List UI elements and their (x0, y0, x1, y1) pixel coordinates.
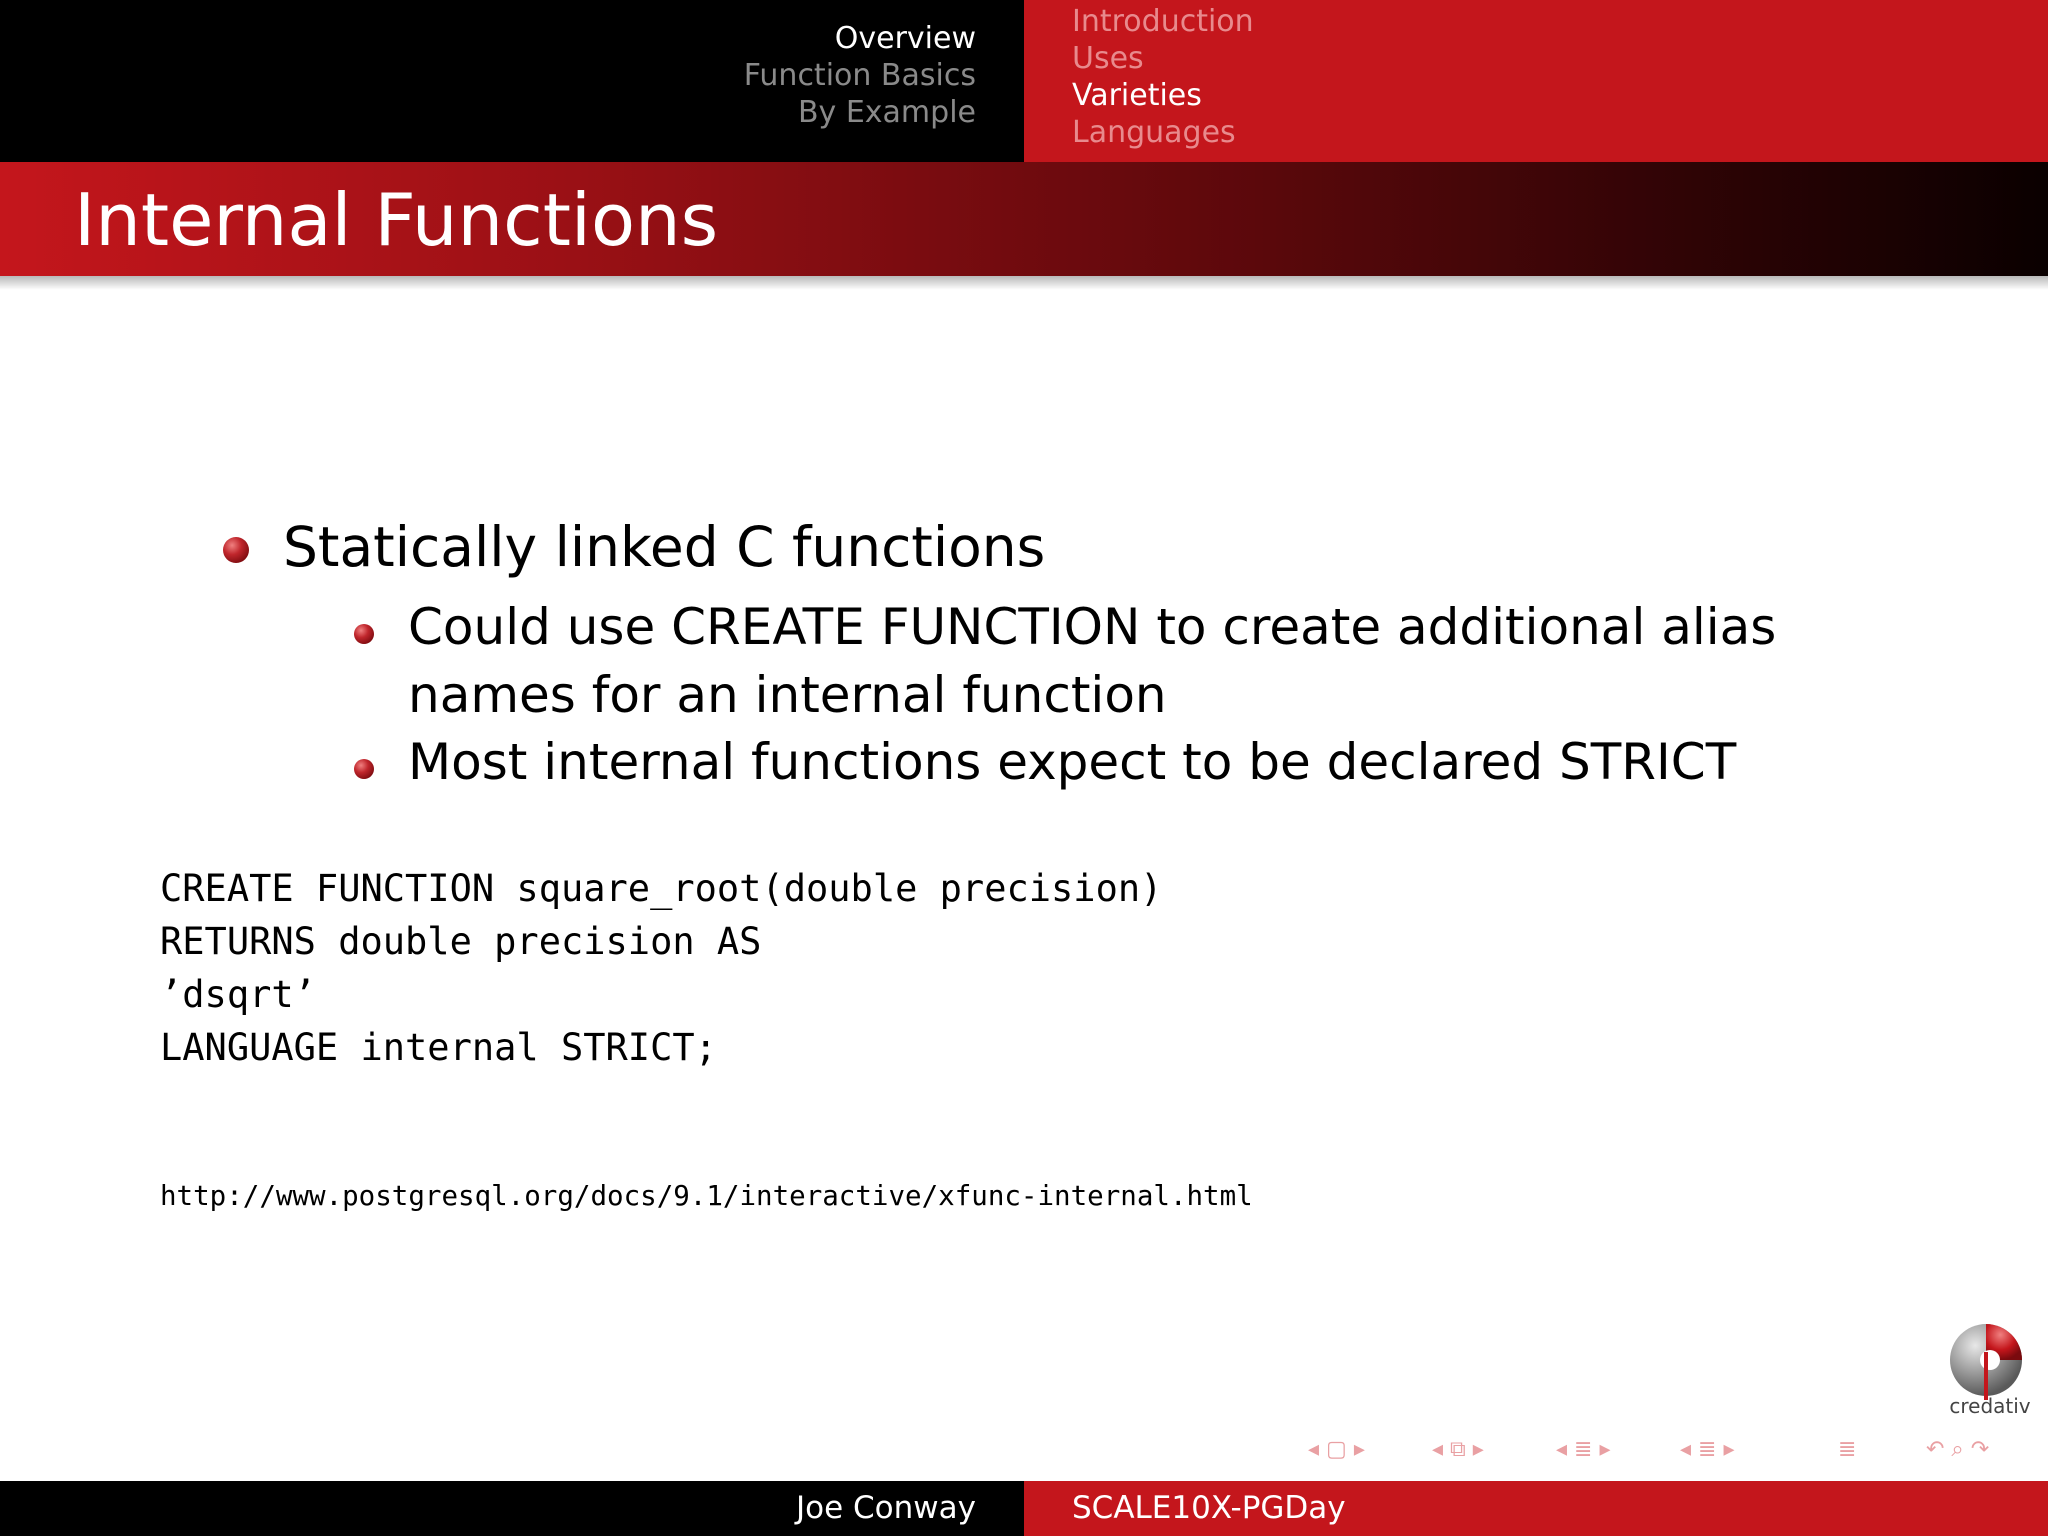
code-line-1: CREATE FUNCTION square_root(double precision) (160, 867, 1163, 910)
subbullet-alias-line2: names for an internal function (408, 666, 1167, 724)
footer-author-panel (0, 1481, 1024, 1536)
subsection-nav (1072, 3, 1254, 151)
nav-outline[interactable]: ≣ (1838, 1437, 1857, 1462)
section-nav (744, 20, 976, 131)
code-line-3: ’dsqrt’ (160, 973, 316, 1016)
subbullet-alias-line1: Could use CREATE FUNCTION to create additional alias (408, 598, 1777, 656)
subsection-uses[interactable]: Uses (1072, 41, 1144, 76)
section-function-basics[interactable]: Function Basics (743, 58, 976, 93)
subsection-varieties[interactable]: Varieties (1072, 78, 1202, 113)
nav-frame[interactable]: ◂ ⧉ ▸ (1432, 1437, 1484, 1462)
subbullet-ball-icon (354, 759, 374, 779)
header-subsections-panel (1024, 0, 2048, 162)
nav-section[interactable]: ◂ ≣ ▸ (1680, 1437, 1735, 1462)
header-sections-panel (0, 0, 1024, 162)
bullet-ball-icon (223, 537, 249, 563)
subbullet-ball-icon (354, 624, 374, 644)
nav-subsection[interactable]: ◂ ≣ ▸ (1556, 1437, 1611, 1462)
section-by-example[interactable]: By Example (797, 95, 976, 130)
reference-url: http://www.postgresql.org/docs/9.1/interactive/xfunc-internal.html (160, 1180, 1253, 1212)
code-line-2: RETURNS double precision AS (160, 920, 762, 963)
subbullet-strict: Most internal functions expect to be declared STRICT (408, 733, 1737, 791)
bullet-statically-linked: Statically linked C functions (283, 515, 1046, 579)
footer-event: SCALE10X-PGDay (1072, 1490, 1346, 1526)
subsection-introduction[interactable]: Introduction (1072, 4, 1254, 39)
subsection-languages[interactable]: Languages (1072, 115, 1236, 150)
credativ-logo-text: credativ (1949, 1394, 2031, 1418)
footer-event-panel (1024, 1481, 2048, 1536)
frame-title: Internal Functions (74, 178, 719, 262)
code-line-4: LANGUAGE internal STRICT; (160, 1026, 717, 1069)
nav-search[interactable]: ↶ ⌕ ↷ (1926, 1437, 1990, 1462)
section-overview[interactable]: Overview (834, 21, 976, 56)
nav-prev-slide[interactable]: ◂ ▢ ▸ (1308, 1437, 1365, 1462)
footer-author: Joe Conway (796, 1490, 976, 1526)
title-bar-shadow (0, 276, 2048, 290)
